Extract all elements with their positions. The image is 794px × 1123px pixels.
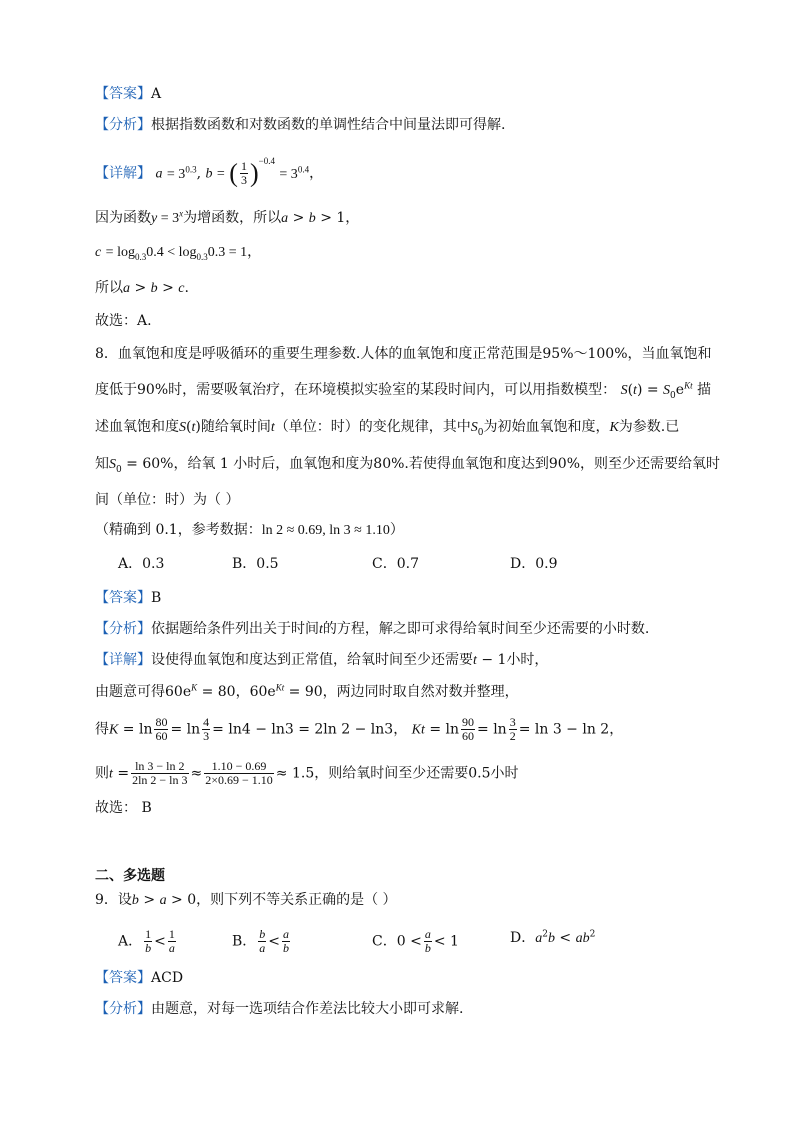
fraction: $\frac{1}{3}$	[240, 159, 247, 187]
answer-value: A	[151, 86, 162, 102]
q7-step1: 因为函数$y = 3^x$为增函数，所以a > b > 1，	[95, 208, 360, 226]
fraction: $\frac{90}{60}$	[462, 715, 475, 743]
question-number: 9．	[95, 892, 118, 908]
q8-stem-line4: 知$S_0 = 60\%$，给氧 1 小时后，血氧饱和度为80%.若使得血氧饱和度达到90%，则至少还需要给氧时	[95, 456, 720, 475]
q8-stem-line1: 8．血氧饱和度是呼吸循环的重要生理参数.人体的血氧饱和度正常范围是95%～100%，当血氧饱和	[95, 346, 712, 362]
q9-answer-line	[95, 968, 183, 988]
answer-value: B	[151, 590, 162, 606]
q8-conclusion: 故选： B	[95, 800, 152, 816]
q9-stem: 9．设b > a > 0，则下列不等关系正确的是（ ）	[95, 892, 397, 908]
option-b[interactable]: B．0.5	[232, 556, 279, 572]
section-title: 二、多选题	[95, 868, 165, 884]
q9-analysis-line: 【分析】由题意，对每一选项结合作差法比较大小即可求解.	[95, 1001, 464, 1017]
q7-step2: $c = \log_{0.3}0.4 < \log_{0.3}0.3 = 1$，	[95, 244, 262, 262]
q8-detail-line4: 则t = $\frac{\ln 3 - \ln 2}{2\ln 2 - \ln 3}$ ≈ $\frac{1.10 - 0.69}{2\times 0.69 - 1.10}$ ≈ 1.5，则给氧时间至少还需要0.5小时	[95, 759, 519, 787]
question-number: 8．	[95, 346, 118, 362]
q8-note: （精确到 0.1，参考数据：ln 2 ≈ 0.69, ln 3 ≈ 1.10）	[95, 522, 404, 538]
analysis-tag: 【分析】	[95, 117, 151, 133]
math-expression: a	[155, 166, 163, 182]
option-d[interactable]: D．$a^2b < ab^2$	[510, 929, 596, 946]
fraction: $\frac{3}{2}$	[509, 715, 516, 743]
q8-answer-line	[95, 588, 161, 608]
fraction: $\frac{\ln 3 - \ln 2}{2\ln 2 - \ln 3}$	[132, 759, 188, 787]
q8-stem-line5: 间（单位：时）为（ ）	[95, 492, 240, 508]
q8-analysis-line: 【分析】依据题给条件列出关于时间t的方程，解之即可求得给氧时间至少还需要的小时数.	[95, 621, 650, 637]
fraction: $\frac{1.10 - 0.69}{2\times 0.69 - 1.10}$	[205, 759, 273, 787]
q8-stem-line3: 述血氧饱和度S(t)随给氧时间t（单位：时）的变化规律，其中$S_0$为初始血氧饱和度，K为参数.已	[95, 419, 680, 438]
q8-detail-line3: 得K = ln $\frac{80}{60}$ = ln $\frac{4}{3}$ = ln4 − ln3 = 2ln 2 − ln3， Kt = ln $\frac{90}{60}$ = ln $\frac{3}{2}$ = ln 3 − ln 2，	[95, 715, 624, 743]
answer-tag: 【答案】	[95, 590, 151, 606]
q8-detail-line1: 【详解】设使得血氧饱和度达到正常值，给氧时间至少还需要t − 1小时，	[95, 652, 549, 668]
fraction: $\frac{4}{3}$	[203, 715, 210, 743]
option-c[interactable]: C．0.7	[372, 556, 419, 572]
option-b[interactable]: B． $\frac{b}{a}$ < $\frac{a}{b}$	[232, 927, 290, 955]
q7-step3: 所以a > b > c.	[95, 280, 189, 296]
answer-tag: 【答案】	[95, 86, 151, 102]
detail-tag: 【详解】	[95, 165, 151, 182]
answer-value: ACD	[151, 970, 184, 986]
option-c[interactable]: C．0 < $\frac{a}{b}$ < 1	[372, 927, 459, 955]
q7-detail-line: 【详解】 $a = 3^{0.3}$, b = ( $\frac{1}{3}$ )$^{-0.4} = 3^{0.4}$，	[95, 155, 324, 188]
q8-stem-line2: 度低于90%时，需要吸氧治疗，在环境模拟实验室的某段时间内，可以用指数模型： $S(t) = S_0e^{Kt}$ 描	[95, 380, 712, 401]
analysis-tag: 【分析】	[95, 621, 151, 637]
q7-conclusion: 故选：A.	[95, 313, 152, 329]
q7-answer-line	[95, 84, 161, 104]
analysis-text: 根据指数函数和对数函数的单调性结合中间量法即可得解.	[151, 117, 506, 133]
option-a[interactable]: A． $\frac{1}{b}$ < $\frac{1}{a}$	[118, 927, 175, 955]
analysis-tag: 【分析】	[95, 1001, 151, 1017]
q7-analysis-line	[95, 115, 505, 135]
option-d[interactable]: D．0.9	[510, 556, 558, 572]
fraction: $\frac{80}{60}$	[155, 715, 168, 743]
q8-detail-line2: 由题意可得$60e^K = 80$，$60e^{Kt} = 90$，两边同时取自然对数并整理，	[95, 682, 519, 700]
detail-tag: 【详解】	[95, 652, 151, 668]
option-a[interactable]: A．0.3	[118, 556, 165, 572]
answer-tag: 【答案】	[95, 970, 151, 986]
